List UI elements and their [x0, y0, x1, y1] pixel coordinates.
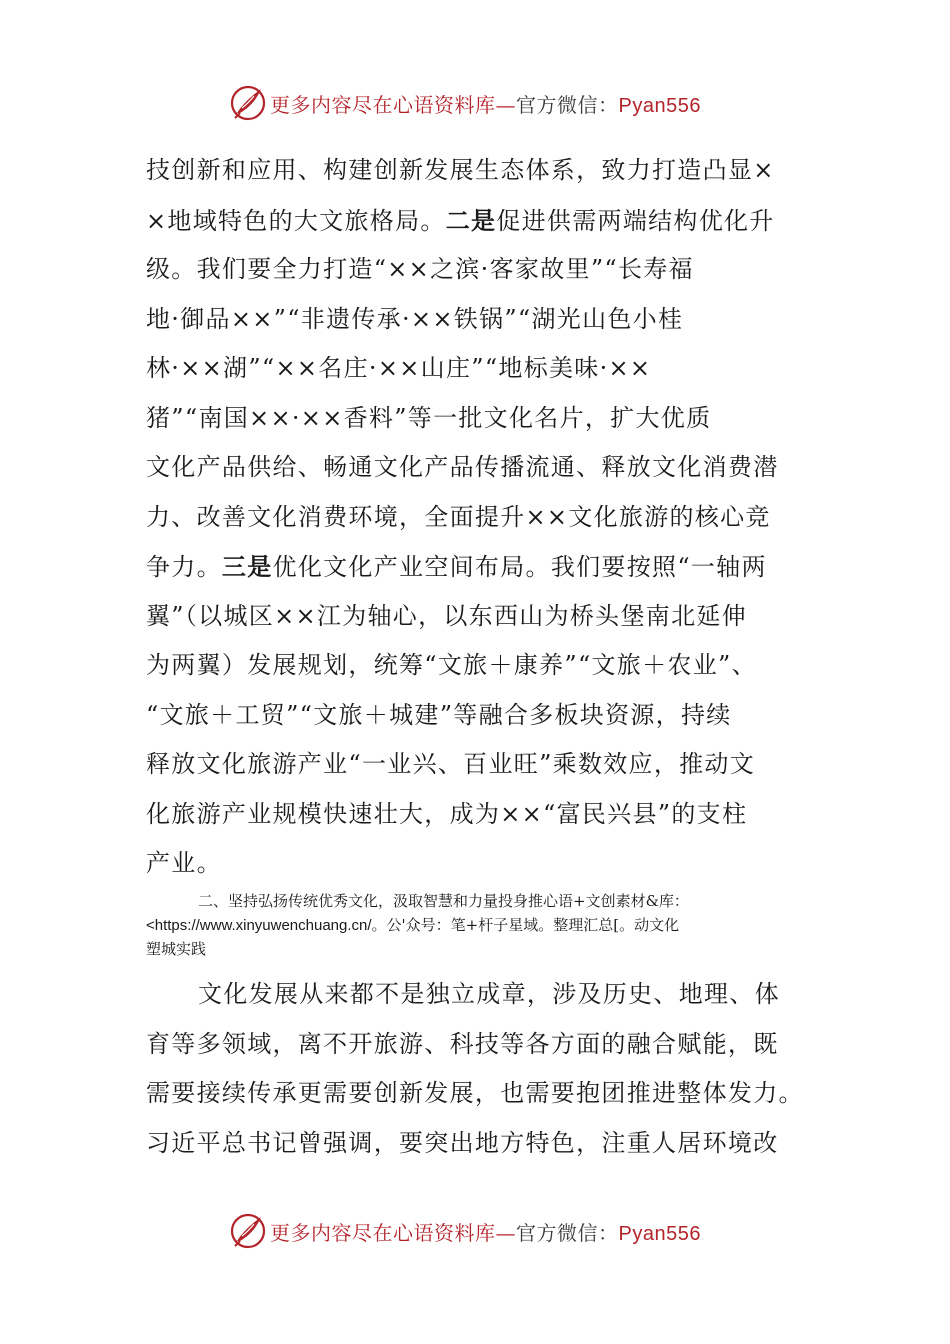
paragraph-2: [146, 970, 806, 1168]
paragraph-1-line: [146, 443, 806, 493]
quill-pen-logo-icon: [228, 1211, 268, 1251]
paragraph-2-line: 文化发展从来都不是独立成章，涉及历史、地理、体: [198, 980, 780, 1008]
paragraph-1-line: [146, 839, 806, 889]
body-text-segment: 级。我们要全力打造“××之滨·客家故里”“长寿福: [146, 255, 694, 283]
body-text-segment: 争力。: [146, 553, 222, 581]
banner-separator: —: [495, 1220, 516, 1245]
body-text-segment: 林·××湖”“××名庄·××山庄”“地标美味·××: [146, 354, 652, 382]
body-text-segment: 文化产品供给、畅通文化产品传播流通、释放文化消费潜: [146, 453, 779, 481]
body-text-segment: ×地域特色的大文旅格局。: [146, 206, 446, 235]
body-text-segment: 力、改善文化消费环境，全面提升××文化旅游的核心竞: [146, 502, 771, 531]
banner-label: 官方微信：: [516, 92, 619, 117]
paragraph-2-line: 需要接续传承更需要创新发展，也需要抱团推进整体发力。: [146, 1079, 804, 1107]
paragraph-1-line: [146, 592, 806, 642]
paragraph-1-line: [146, 344, 806, 394]
banner-text: [270, 1217, 701, 1246]
body-text-segment: 技创新和应用、构建创新发展生态体系，致力打造凸显×: [146, 156, 775, 184]
paragraph-1-line: [146, 691, 806, 741]
paragraph-1-line: [146, 394, 806, 444]
paragraph-1-line: [146, 196, 806, 246]
header-watermark-banner: [228, 80, 728, 126]
emphasis-text: 三是: [221, 552, 273, 581]
paragraph-1: [146, 146, 806, 889]
paragraph-1-line: [146, 245, 806, 295]
footer-watermark-banner: [228, 1208, 728, 1254]
banner-prefix: 更多内容尽在心语资料库: [270, 1220, 496, 1245]
banner-label: 官方微信：: [516, 1220, 619, 1245]
banner-wechat-id: Pyan556: [618, 1222, 701, 1245]
paragraph-2-line: 习近平总书记曾强调，要突出地方特色，注重人居环境改: [146, 1128, 779, 1157]
heading-line-1: 二、坚持弘扬传统优秀文化，汲取智慧和力量投身推心语+文创素材&库：: [198, 892, 689, 910]
emphasis-text: 二是: [445, 205, 497, 235]
body-text-segment: 为两翼）发展规划，统筹“文旅＋康养”“文旅＋农业”、: [146, 651, 757, 679]
banner-wechat-id: Pyan556: [618, 94, 701, 117]
heading-line-3: 塑城实践: [146, 940, 207, 958]
banner-prefix: 更多内容尽在心语资料库: [270, 92, 496, 117]
paragraph-1-line: [146, 542, 806, 592]
paragraph-1-line: [146, 146, 806, 196]
body-text-segment: 优化文化产业空间布局。我们要按照“一轴两: [272, 553, 767, 581]
section-heading: [146, 889, 816, 961]
heading-url: <https://www.xinyuwenchuang.cn/: [146, 917, 372, 934]
banner-separator: —: [495, 92, 516, 117]
heading-line-2: [146, 913, 816, 937]
paragraph-1-line: [146, 295, 806, 345]
body-text-segment: 释放文化旅游产业“一业兴、百业旺”乘数效应，推动文: [146, 750, 756, 778]
body-text-segment: 翼”（以城区××江为轴心，以东西山为桥头堡南北延伸: [146, 601, 747, 630]
heading-line-2-rest: 。公'众号：笔+杆子星域。整理汇总[。动文化: [371, 916, 680, 934]
body-text-segment: 地·御品××”“非遗传承·××铁锅”“湖光山色小桂: [146, 304, 684, 333]
body-text-segment: 促进供需两端结构优化升: [496, 206, 775, 235]
body-text-segment: 产业。: [146, 849, 222, 877]
paragraph-2-line: 育等多领域，离不开旅游、科技等各方面的融合赋能，既: [146, 1029, 779, 1058]
paragraph-1-line: [146, 641, 806, 691]
paragraph-1-line: [146, 790, 806, 840]
body-text-segment: 化旅游产业规模快速壮大，成为××“富民兴县”的支柱: [146, 799, 748, 828]
banner-text: [270, 89, 701, 118]
quill-pen-logo-icon: [228, 83, 268, 123]
body-text-segment: 猪”“南国××·××香料”等一批文化名片，扩大优质: [146, 403, 712, 432]
paragraph-1-line: [146, 493, 806, 543]
body-text-segment: “文旅＋工贸”“文旅＋城建”等融合多板块资源，持续: [146, 700, 732, 729]
paragraph-1-line: [146, 740, 806, 790]
